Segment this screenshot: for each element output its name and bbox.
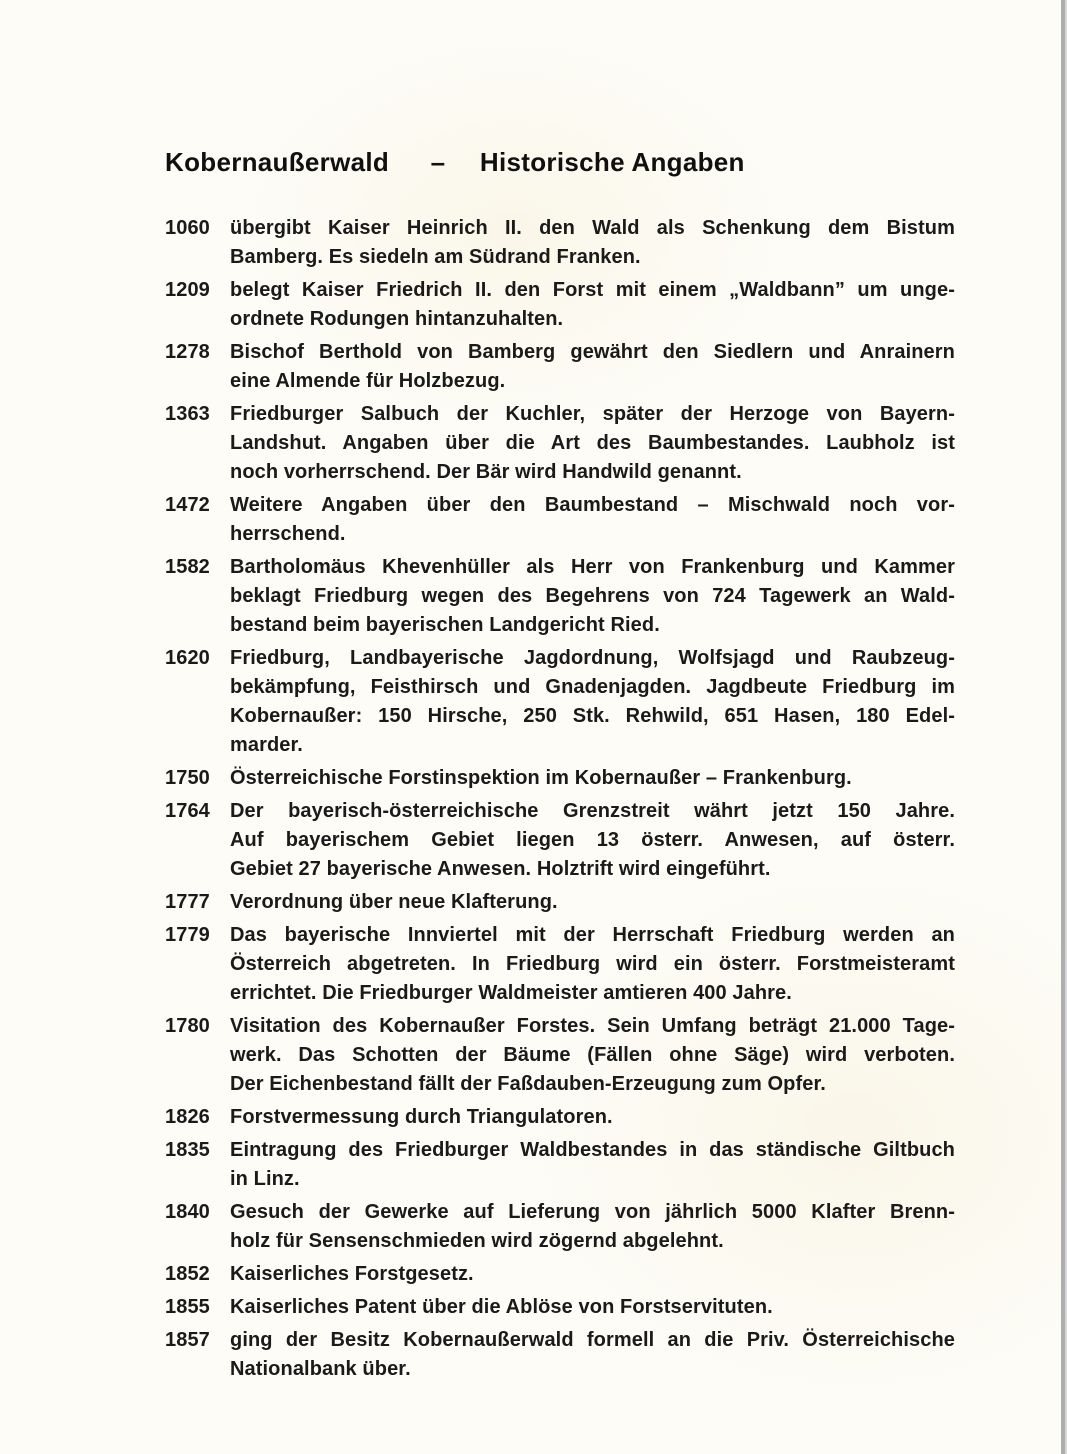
scanned-page [165, 147, 955, 1388]
timeline-entry [165, 1012, 955, 1099]
timeline-entry [165, 888, 955, 917]
entry-line: werk. Das Schotten der Bäume (Fällen ohne Säge) wird verboten. [230, 1044, 955, 1066]
page-title-dash: – [430, 147, 446, 177]
entry-year: 1620 [165, 647, 210, 669]
entry-text [230, 921, 955, 1008]
entry-line: Der bayerisch-österreichische Grenzstreit währt jetzt 150 Jahre. [230, 800, 955, 822]
entry-year: 1278 [165, 341, 210, 363]
entry-line: Kaiserliches Patent über die Ablöse von Forstservituten. [230, 1296, 773, 1318]
timeline-entry [165, 1198, 955, 1256]
entry-line: belegt Kaiser Friedrich II. den Forst mit einem „Waldbann” um unge- [230, 279, 955, 301]
entry-line: Verordnung über neue Klafterung. [230, 891, 558, 913]
entry-text [230, 214, 955, 272]
entry-line: Kobernaußer: 150 Hirsche, 250 Stk. Rehwild, 651 Hasen, 180 Edel- [230, 705, 955, 727]
entry-text [230, 644, 955, 760]
timeline-entry [165, 553, 955, 640]
entry-year: 1750 [165, 767, 210, 789]
entry-line: Bamberg. Es siedeln am Südrand Franken. [230, 246, 641, 268]
entry-year: 1779 [165, 924, 210, 946]
entry-year: 1582 [165, 556, 210, 578]
timeline-entry [165, 1260, 955, 1289]
timeline-entry [165, 491, 955, 549]
page-title-left: Kobernaußerwald [165, 147, 390, 177]
entry-text [230, 1260, 955, 1289]
entry-text [230, 764, 955, 793]
timeline-entry [165, 921, 955, 1008]
entry-line: Österreich abgetreten. In Friedburg wird ein österr. Forstmeisteramt [230, 953, 955, 975]
entry-line: Weitere Angaben über den Baumbestand – Mischwald noch vor- [230, 494, 955, 516]
entry-line: holz für Sensenschmieden wird zögernd abgelehnt. [230, 1230, 724, 1252]
timeline-entry [165, 338, 955, 396]
entry-year: 1472 [165, 494, 210, 516]
entry-line: Bartholomäus Khevenhüller als Herr von Frankenburg und Kammer [230, 556, 955, 578]
page-title-right: Historische Angaben [479, 147, 745, 177]
page-title [165, 147, 955, 177]
timeline-entry [165, 1136, 955, 1194]
entry-text [230, 1198, 955, 1256]
entry-line: marder. [230, 734, 303, 756]
entry-text [230, 1103, 955, 1132]
entry-line: Forstvermessung durch Triangulatoren. [230, 1106, 613, 1128]
entry-year: 1835 [165, 1139, 210, 1161]
entry-line: Bischof Berthold von Bamberg gewährt den Siedlern und Anrainern [230, 341, 955, 363]
entry-year: 1826 [165, 1106, 210, 1128]
entry-line: errichtet. Die Friedburger Waldmeister amtieren 400 Jahre. [230, 982, 792, 1004]
entry-line: bekämpfung, Feisthirsch und Gnadenjagden. Jagdbeute Friedburg im [230, 676, 955, 698]
entry-line: ging der Besitz Kobernaußerwald formell an die Priv. Österreichische [230, 1329, 955, 1351]
entry-text [230, 553, 955, 640]
entry-text [230, 1326, 955, 1384]
entry-text [230, 1136, 955, 1194]
entry-line: in Linz. [230, 1168, 300, 1190]
entry-year: 1840 [165, 1201, 210, 1223]
entry-year: 1857 [165, 1329, 210, 1351]
entry-line: ordnete Rodungen hintanzuhalten. [230, 308, 564, 330]
timeline-entry [165, 797, 955, 884]
entry-text [230, 797, 955, 884]
entry-line: Österreichische Forstinspektion im Kobernaußer – Frankenburg. [230, 767, 852, 789]
entry-line: Kaiserliches Forstgesetz. [230, 1263, 474, 1285]
entry-text [230, 888, 955, 917]
timeline-entry [165, 276, 955, 334]
entry-line: eine Almende für Holzbezug. [230, 370, 506, 392]
entry-line: bestand beim bayerischen Landgericht Ried. [230, 614, 660, 636]
entry-line: Friedburg, Landbayerische Jagdordnung, Wolfsjagd und Raubzeug- [230, 647, 955, 669]
entry-line: Landshut. Angaben über die Art des Baumbestandes. Laubholz ist [230, 432, 955, 454]
timeline-entry [165, 764, 955, 793]
entry-year: 1855 [165, 1296, 210, 1318]
entry-text [230, 276, 955, 334]
entry-line: beklagt Friedburg wegen des Begehrens von 724 Tagewerk an Wald- [230, 585, 955, 607]
entry-year: 1764 [165, 800, 210, 822]
timeline-entry [165, 1326, 955, 1384]
entry-text [230, 1293, 955, 1322]
entry-line: Gebiet 27 bayerische Anwesen. Holztrift wird eingeführt. [230, 858, 771, 880]
entry-line: Visitation des Kobernaußer Forstes. Sein Umfang beträgt 21.000 Tage- [230, 1015, 955, 1037]
entry-year: 1777 [165, 891, 210, 913]
entry-line: Gesuch der Gewerke auf Lieferung von jährlich 5000 Klafter Brenn- [230, 1201, 955, 1223]
entry-line: Der Eichenbestand fällt der Faßdauben-Erzeugung zum Opfer. [230, 1073, 826, 1095]
entry-line: Eintragung des Friedburger Waldbestandes in das ständische Giltbuch [230, 1139, 955, 1161]
entry-text [230, 491, 955, 549]
entry-text [230, 1012, 955, 1099]
entry-line: Das bayerische Innviertel mit der Herrschaft Friedburg werden an [230, 924, 955, 946]
entry-line: noch vorherrschend. Der Bär wird Handwild genannt. [230, 461, 742, 483]
entry-line: übergibt Kaiser Heinrich II. den Wald als Schenkung dem Bistum [230, 217, 955, 239]
entry-line: Friedburger Salbuch der Kuchler, später der Herzoge von Bayern- [230, 403, 955, 425]
entry-line: herrschend. [230, 523, 346, 545]
timeline-entry [165, 1293, 955, 1322]
timeline-entry [165, 644, 955, 760]
timeline-entries [165, 214, 955, 1384]
timeline-entry [165, 1103, 955, 1132]
entry-text [230, 338, 955, 396]
timeline-entry [165, 214, 955, 272]
entry-text [230, 400, 955, 487]
entry-year: 1209 [165, 279, 210, 301]
timeline-entry [165, 400, 955, 487]
entry-year: 1363 [165, 403, 210, 425]
entry-year: 1060 [165, 217, 210, 239]
entry-line: Nationalbank über. [230, 1358, 411, 1380]
entry-year: 1852 [165, 1263, 210, 1285]
entry-line: Auf bayerischem Gebiet liegen 13 österr. Anwesen, auf österr. [230, 829, 955, 851]
entry-year: 1780 [165, 1015, 210, 1037]
